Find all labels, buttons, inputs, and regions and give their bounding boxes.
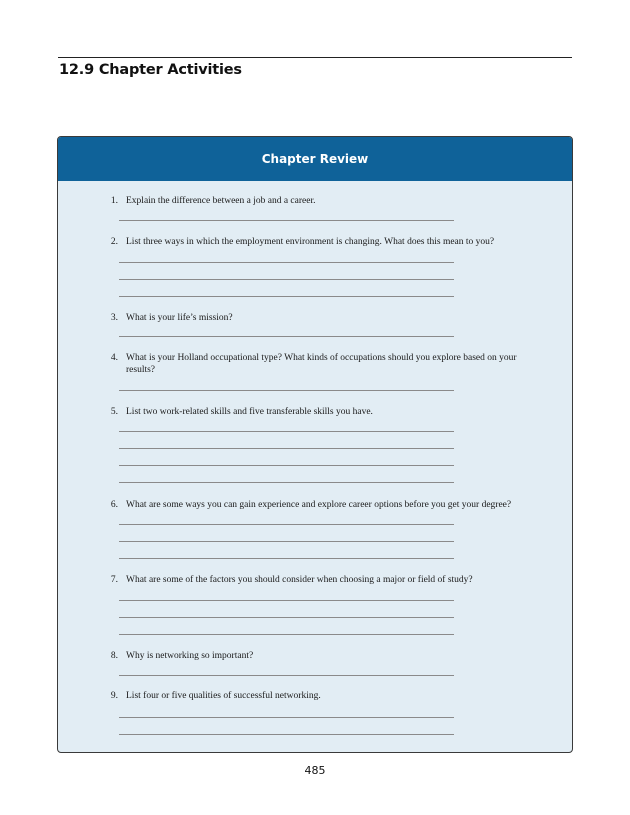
question-number: 4. — [110, 353, 118, 363]
question-number: 8. — [110, 651, 118, 661]
answer-line[interactable] — [119, 600, 454, 601]
answer-line[interactable] — [119, 296, 454, 297]
review-question — [100, 406, 540, 418]
page-number: 485 — [304, 764, 326, 777]
review-question — [100, 499, 540, 511]
answer-line[interactable] — [119, 675, 454, 676]
section-title: 12.9 Chapter Activities — [59, 62, 242, 78]
question-text: What is your Holland occupational type? What kinds of occupations should you explore based on your results? — [126, 353, 517, 375]
answer-line[interactable] — [119, 431, 454, 432]
question-text: What is your life’s mission? — [126, 313, 233, 323]
answer-line[interactable] — [119, 541, 454, 542]
question-text: List two work-related skills and five transferable skills you have. — [126, 407, 373, 417]
top-rule — [58, 57, 572, 58]
answer-line[interactable] — [119, 558, 454, 559]
question-text: List three ways in which the employment environment is changing. What does this mean to you? — [126, 237, 495, 247]
review-question — [100, 195, 540, 207]
answer-line[interactable] — [119, 465, 454, 466]
review-question — [100, 236, 540, 248]
answer-line[interactable] — [119, 524, 454, 525]
answer-line[interactable] — [119, 220, 454, 221]
question-text: List four or five qualities of successful networking. — [126, 691, 321, 701]
question-text: Why is networking so important? — [126, 651, 254, 661]
question-number: 6. — [110, 500, 118, 510]
answer-line[interactable] — [119, 482, 454, 483]
answer-line[interactable] — [119, 734, 454, 735]
review-question — [100, 574, 540, 586]
question-number: 1. — [110, 196, 118, 206]
answer-line[interactable] — [119, 390, 454, 391]
review-question — [100, 352, 540, 376]
review-question — [100, 312, 540, 324]
answer-line[interactable] — [119, 448, 454, 449]
review-question — [100, 690, 540, 702]
answer-line[interactable] — [119, 262, 454, 263]
answer-line[interactable] — [119, 279, 454, 280]
answer-line[interactable] — [119, 336, 454, 337]
chapter-review-header: Chapter Review — [58, 137, 572, 181]
question-text: What are some of the factors you should consider when choosing a major or field of study? — [126, 575, 473, 585]
question-number: 3. — [110, 313, 118, 323]
question-text: What are some ways you can gain experience and explore career options before you get your degree? — [126, 500, 512, 510]
review-question — [100, 650, 540, 662]
answer-line[interactable] — [119, 717, 454, 718]
question-text: Explain the difference between a job and a career. — [126, 196, 316, 206]
answer-line[interactable] — [119, 634, 454, 635]
question-number: 7. — [110, 575, 118, 585]
question-number: 5. — [110, 407, 118, 417]
question-number: 2. — [110, 237, 118, 247]
chapter-review-box — [57, 136, 573, 753]
question-number: 9. — [110, 691, 118, 701]
answer-line[interactable] — [119, 617, 454, 618]
